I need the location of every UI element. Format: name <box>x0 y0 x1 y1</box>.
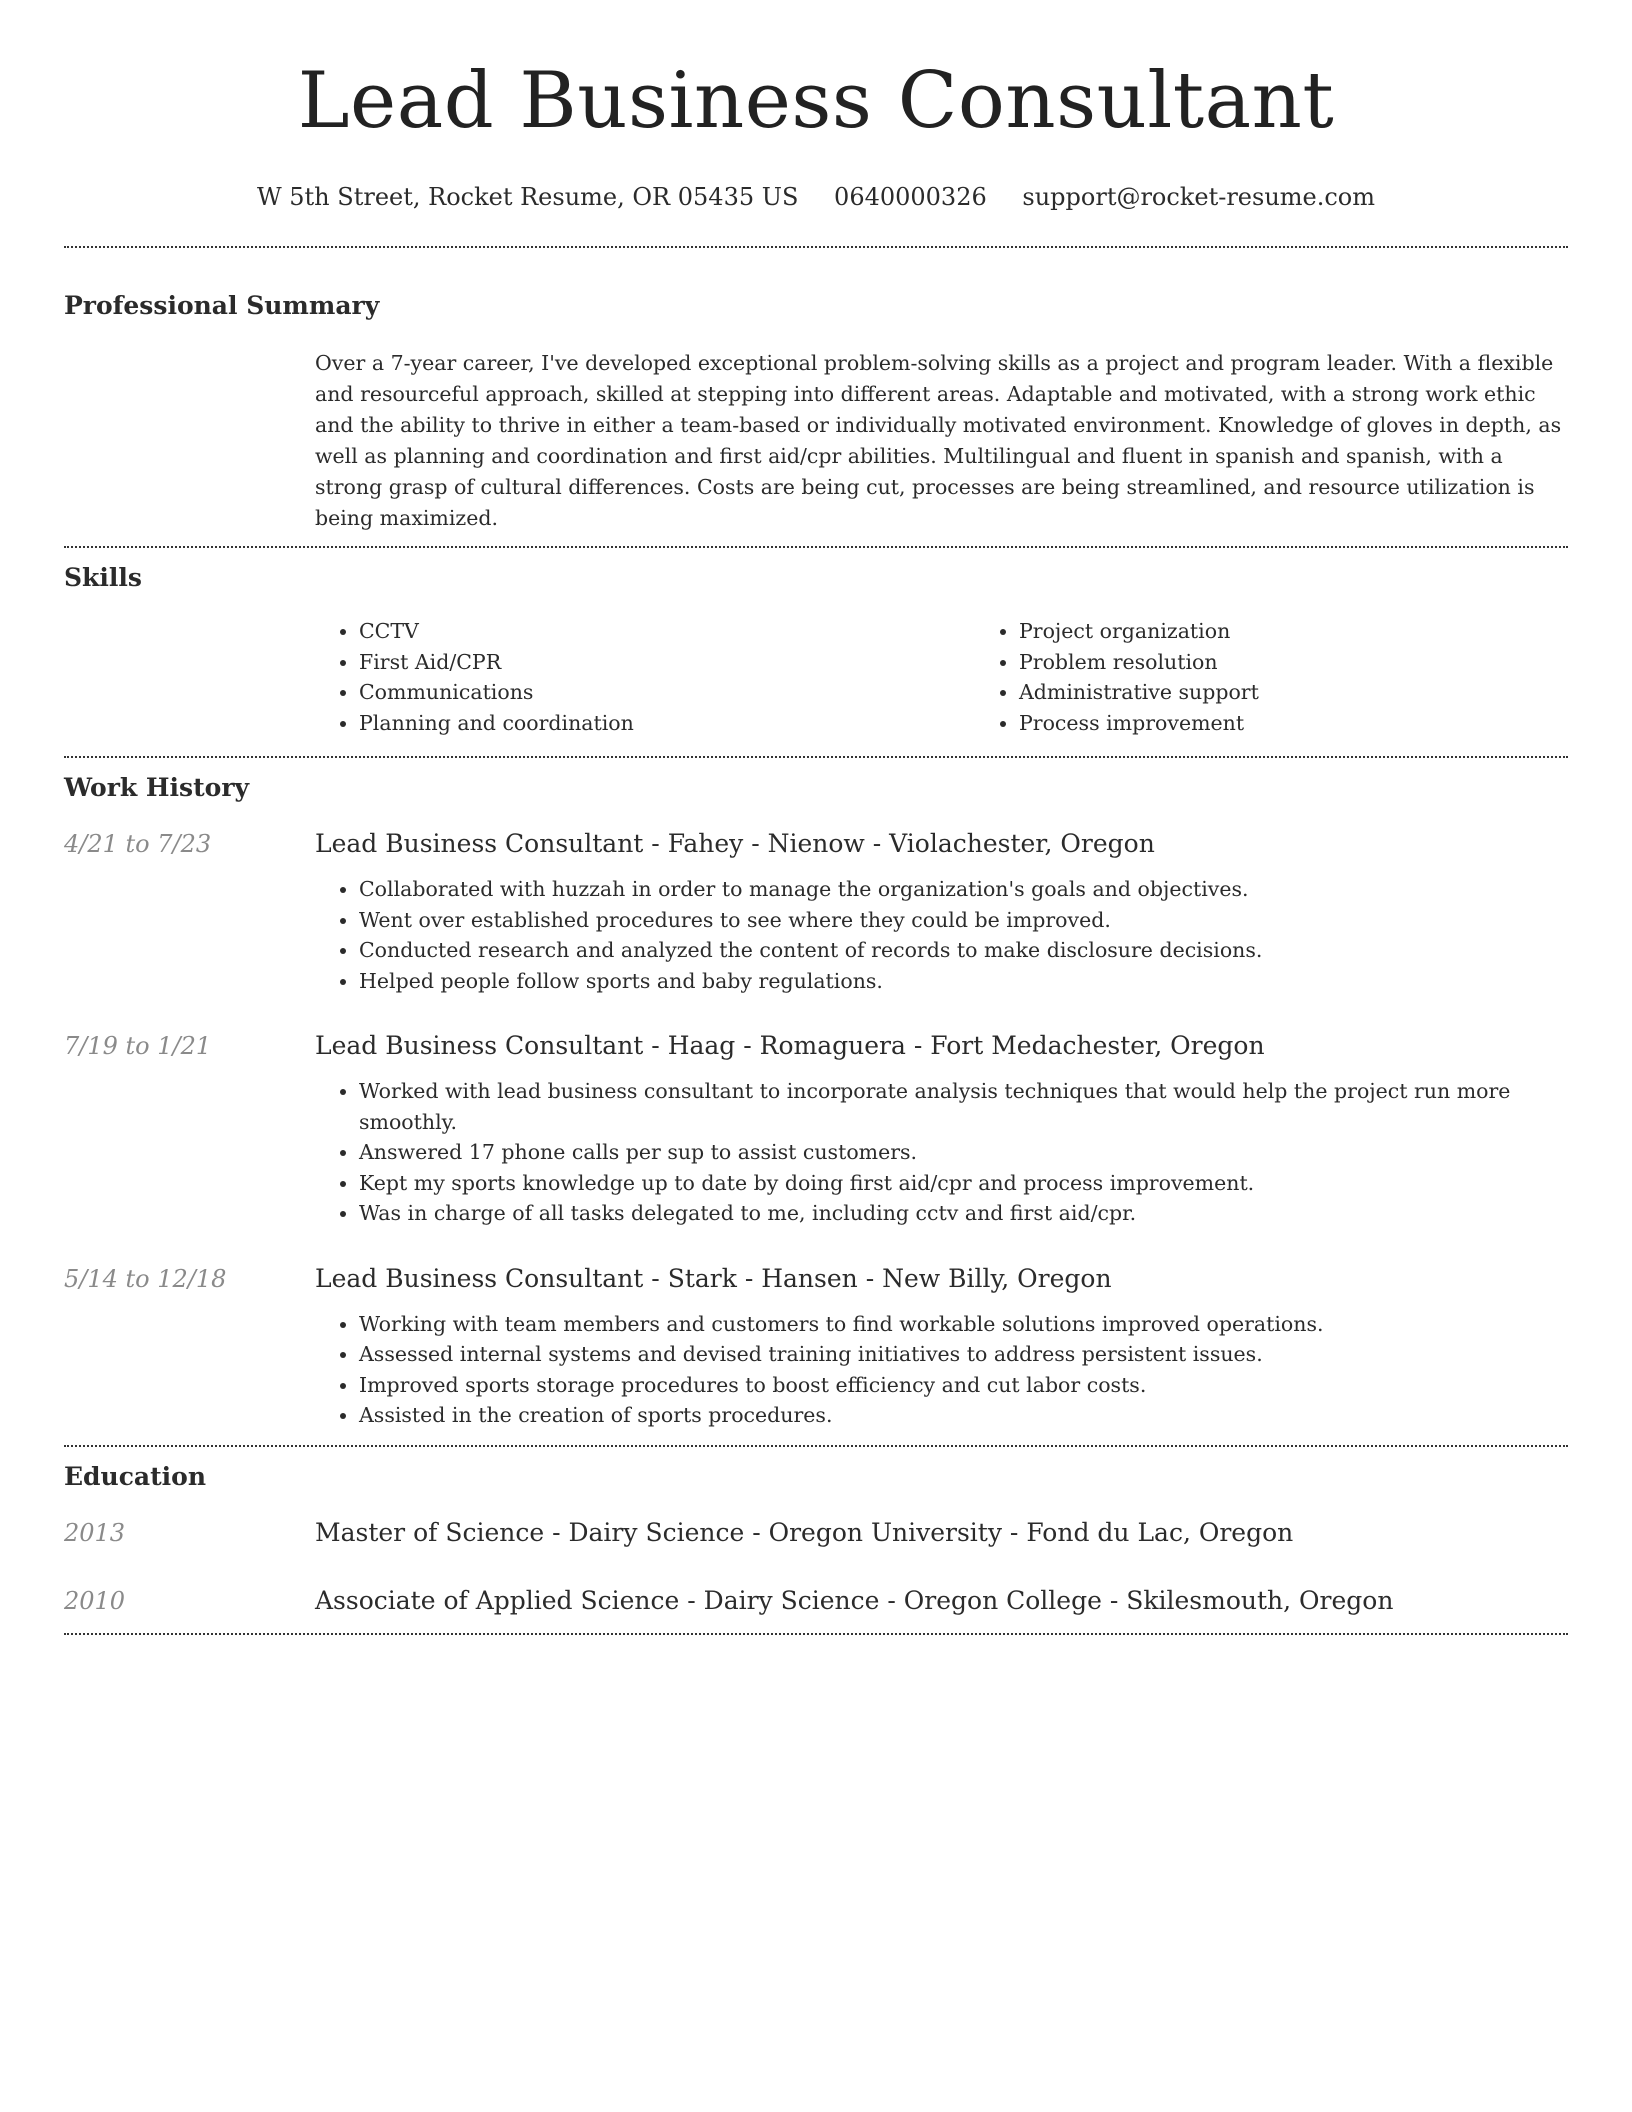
job-bullet: • Assessed internal systems and devised training initiatives to address persistent issues. <box>359 1339 1568 1370</box>
divider <box>64 246 1568 248</box>
contact-phone: 0640000326 <box>834 183 987 211</box>
job-bullet: • Went over established procedures to see where they could be improved. <box>359 905 1568 936</box>
education-body <box>315 1585 1568 1617</box>
summary-body <box>315 348 1568 534</box>
education-title: Master of Science - Dairy Science - Oregon University - Fond du Lac, Oregon <box>315 1517 1294 1547</box>
divider <box>64 756 1568 758</box>
skill-item: • Administrative support <box>1019 677 1632 708</box>
job-entry <box>64 1263 1568 1431</box>
job-bullet: • Working with team members and customers to find workable solutions improved operations. <box>359 1309 1568 1340</box>
summary-left-spacer <box>64 348 315 534</box>
skills-row <box>64 616 1568 738</box>
resume-name: Lead Business Consultant <box>297 56 1335 146</box>
skills-left-spacer <box>64 616 315 738</box>
job-title: Lead Business Consultant - Haag - Romaguera - Fort Medachester, Oregon <box>315 1031 1265 1060</box>
divider <box>64 546 1568 548</box>
job-title: Lead Business Consultant - Fahey - Nienow - Violachester, Oregon <box>315 829 1155 858</box>
job-bullets <box>315 1309 1568 1431</box>
education-year: 2013 <box>64 1518 126 1547</box>
job-bullets <box>315 874 1568 996</box>
section-title-skills: Skills <box>64 563 142 592</box>
job-bullet: • Worked with lead business consultant to incorporate analysis techniques that would help the project run more smoothly. <box>359 1076 1568 1137</box>
job-body <box>315 828 1568 996</box>
section-title-summary: Professional Summary <box>64 291 380 320</box>
job-body <box>315 1263 1568 1431</box>
education-title: Associate of Applied Science - Dairy Science - Oregon College - Skilesmouth, Oregon <box>315 1585 1394 1615</box>
job-dates: 5/14 to 12/18 <box>64 1264 227 1293</box>
summary-section <box>64 290 1568 534</box>
job-bullet: • Assisted in the creation of sports procedures. <box>359 1400 1568 1431</box>
job-bullets <box>315 1076 1568 1229</box>
section-title-education: Education <box>64 1461 207 1491</box>
education-section <box>64 1461 1568 1617</box>
job-bullet: • Collaborated with huzzah in order to manage the organization's goals and objectives. <box>359 874 1568 905</box>
skill-item: • Communications <box>359 677 975 708</box>
contact-address: W 5th Street, Rocket Resume, OR 05435 US <box>256 183 799 211</box>
education-entry <box>64 1517 1568 1549</box>
skills-list-left <box>315 616 975 738</box>
job-dates: 7/19 to 1/21 <box>64 1032 212 1060</box>
job-bullet: • Answered 17 phone calls per sup to assist customers. <box>359 1137 1568 1168</box>
job-dates: 4/21 to 7/23 <box>64 830 212 858</box>
skills-section <box>64 562 1568 738</box>
skill-item: • Problem resolution <box>1019 647 1632 678</box>
summary-row <box>64 348 1568 534</box>
divider <box>64 1445 1568 1447</box>
skill-item: • CCTV <box>359 616 975 647</box>
work-section <box>64 772 1568 1431</box>
skill-item: • Planning and coordination <box>359 708 975 739</box>
education-year: 2010 <box>64 1586 126 1615</box>
contact-line <box>64 182 1568 212</box>
job-bullet: • Kept my sports knowledge up to date by doing first aid/cpr and process improvement. <box>359 1168 1568 1199</box>
skills-grid <box>315 616 1632 738</box>
skill-item: • Process improvement <box>1019 708 1632 739</box>
skill-item: • Project organization <box>1019 616 1632 647</box>
summary-text: Over a 7-year career, I've developed exceptional problem-solving skills as a project and program leader. With a flexible and resourceful approach, skilled at stepping into different areas. Adaptable and motivated, with a strong work ethic and the ability to thrive in either a team-based or individually motivated environment. Knowledge of gloves in depth, as well as planning and coordination and first aid/cpr abilities. Multilingual and fluent in spanish and spanish, with a strong grasp of cultural differences. Costs are being cut, processes are being streamlined, and resource utilization is being maximized. <box>315 351 1562 530</box>
job-entry <box>64 1030 1568 1229</box>
job-body <box>315 1030 1568 1229</box>
contact-email[interactable]: support@rocket-resume.com <box>1022 183 1376 211</box>
job-bullet: • Conducted research and analyzed the content of records to make disclosure decisions. <box>359 935 1568 966</box>
skills-list-right <box>975 616 1632 738</box>
job-bullet: • Was in charge of all tasks delegated to me, including cctv and first aid/cpr. <box>359 1198 1568 1229</box>
job-entry <box>64 828 1568 996</box>
job-bullet: • Improved sports storage procedures to boost efficiency and cut labor costs. <box>359 1370 1568 1401</box>
job-bullet: • Helped people follow sports and baby regulations. <box>359 966 1568 997</box>
section-title-work: Work History <box>64 773 250 802</box>
education-body <box>315 1517 1568 1549</box>
education-entry <box>64 1585 1568 1617</box>
divider <box>64 1633 1568 1635</box>
skill-item: • First Aid/CPR <box>359 647 975 678</box>
job-title: Lead Business Consultant - Stark - Hansen - New Billy, Oregon <box>315 1263 1112 1293</box>
